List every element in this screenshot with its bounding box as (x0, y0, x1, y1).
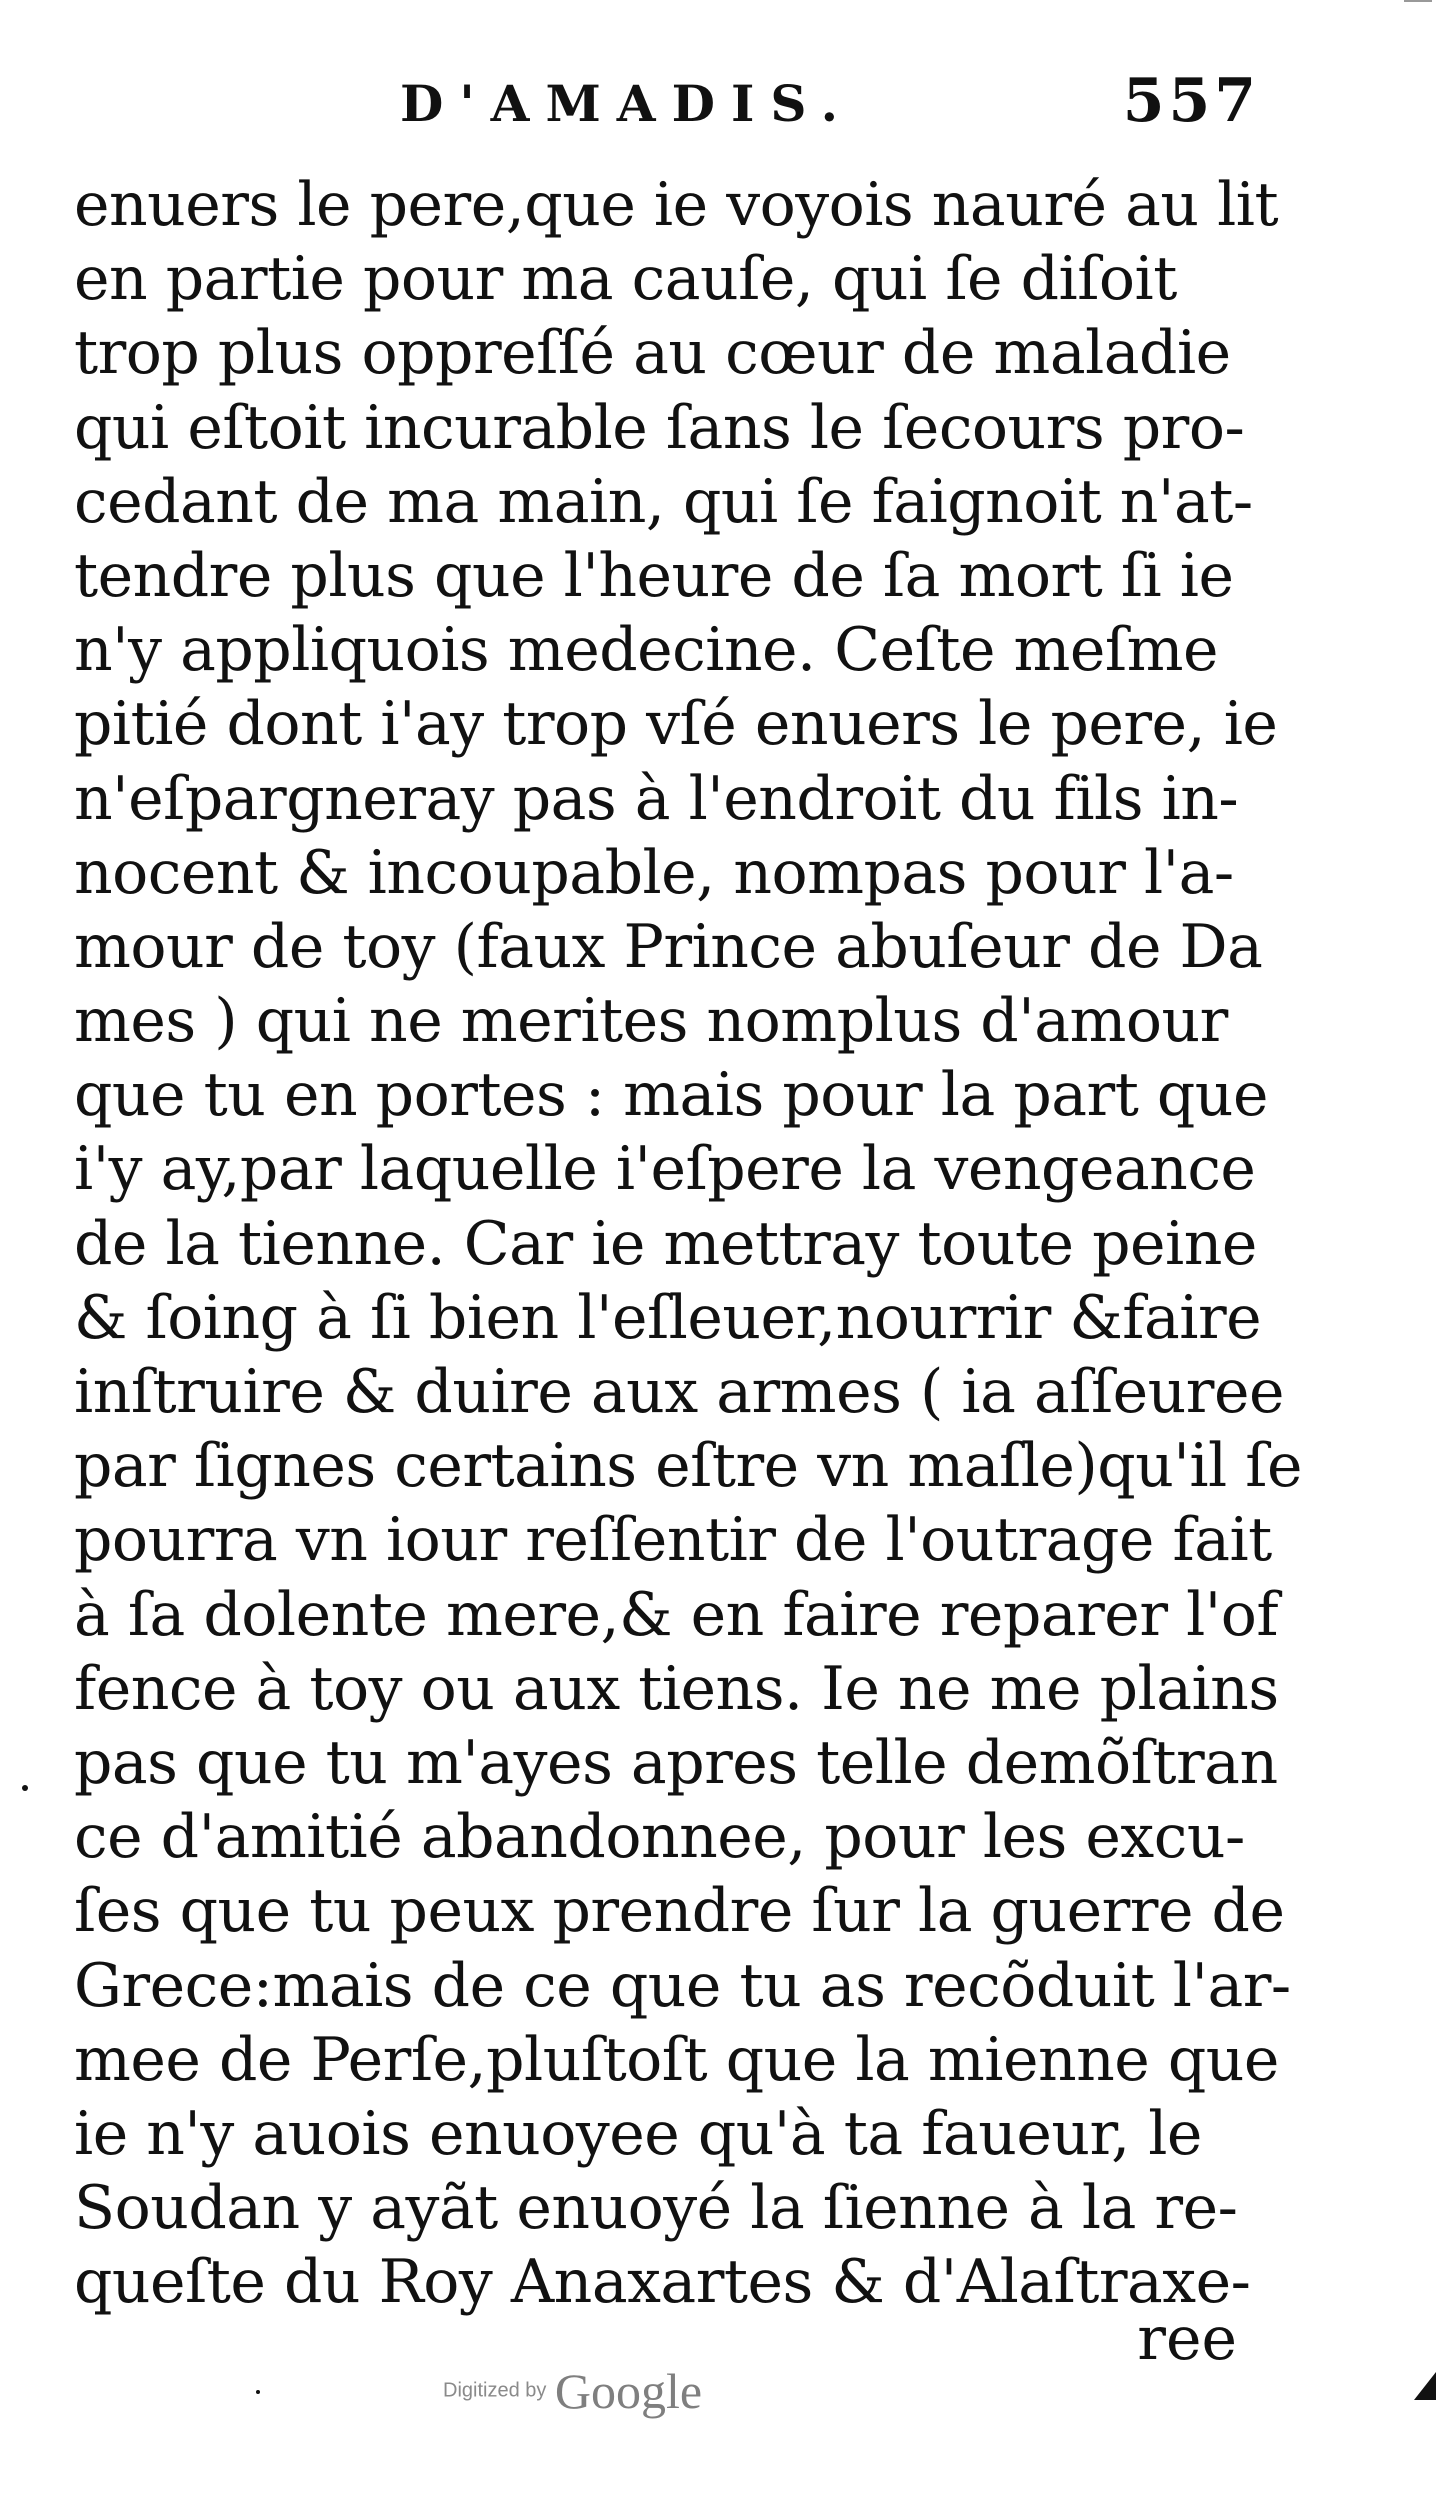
digitized-watermark (443, 2362, 702, 2420)
text-line: mour de toy (faux Prince abuſeur de Da (74, 911, 1263, 982)
text-line: n'eſpargneray pas à l'endroit du fils in- (74, 763, 1239, 834)
text-line: trop plus oppreſſé au cœur de maladie (74, 318, 1231, 389)
text-line: inſtruire & duire aux armes ( ia aſſeuree (74, 1357, 1284, 1427)
text-line: que tu en portes : mais pour la part que (74, 1060, 1268, 1131)
digitized-label: Digitized by (443, 2379, 547, 2402)
text-line: ie n'y auois enuoyee qu'à ta faueur, le (74, 2098, 1202, 2169)
text-line: enuers le pere,que ie voyois nauré au lit (74, 170, 1279, 240)
text-line: pitié dont i'ay trop vſé enuers le pere, ie (74, 689, 1278, 760)
page-edge-mark (1404, 0, 1432, 16)
text-line: qui eſtoit incurable ſans le ſecours pro- (74, 392, 1245, 463)
text-line: de la tienne. Car ie mettray toute peine (74, 1208, 1257, 1279)
text-line: Soudan y ayãt enuoyé la ſienne à la re- (74, 2173, 1238, 2244)
page-number: 557 (1122, 66, 1260, 136)
text-line: ce d'amitié abandonnee, pour les excu- (74, 1802, 1245, 1873)
text-line: Grece:mais de ce que tu as recõduit l'ar- (74, 1950, 1291, 2021)
text-line: n'y appliquois medecine. Ceſte meſme (74, 615, 1219, 686)
running-head: D'AMADIS. (400, 74, 855, 133)
text-line: pas que tu m'ayes apres telle demõſtran (74, 1727, 1278, 1798)
margin-dot (256, 2390, 260, 2394)
text-line: pourra vn iour reſſentir de l'outrage fait (74, 1505, 1272, 1576)
text-line: en partie pour ma cauſe, qui ſe diſoit (74, 244, 1177, 315)
catchword: ree (1137, 2304, 1237, 2374)
text-line: queſte du Roy Anaxartes & d'Alaſtraxe- (74, 2247, 1251, 2318)
text-line: nocent & incoupable, nompas pour l'a- (74, 837, 1234, 908)
google-logo: Google (554, 2363, 703, 2419)
text-line: fence à toy ou aux tiens. Ie ne me plains (74, 1653, 1279, 1724)
text-line: mes ) qui ne merites nomplus d'amour (74, 986, 1228, 1057)
text-line: par ſignes certains eſtre vn maſle)qu'il ſe (74, 1431, 1303, 1502)
text-line: ſes que tu peux prendre ſur la guerre de (74, 1876, 1285, 1947)
body-text (74, 168, 1303, 2319)
text-line: à ſa dolente mere,& en faire reparer l'of (74, 1579, 1279, 1650)
text-line: & ſoing à ſi bien l'eſleuer,nourrir &faire (74, 1282, 1262, 1353)
margin-dot (22, 1785, 28, 1791)
page-header (70, 66, 1260, 176)
text-line: cedant de ma main, qui ſe faignoit n'at- (74, 466, 1253, 537)
text-line: tendre plus que l'heure de ſa mort ſi ie (74, 540, 1234, 611)
page-corner-mark (1414, 2372, 1436, 2400)
text-line: i'y ay,par laquelle i'eſpere la vengeance (74, 1134, 1256, 1205)
text-line: mee de Perſe,pluſtoſt que la mienne que (74, 2024, 1279, 2095)
